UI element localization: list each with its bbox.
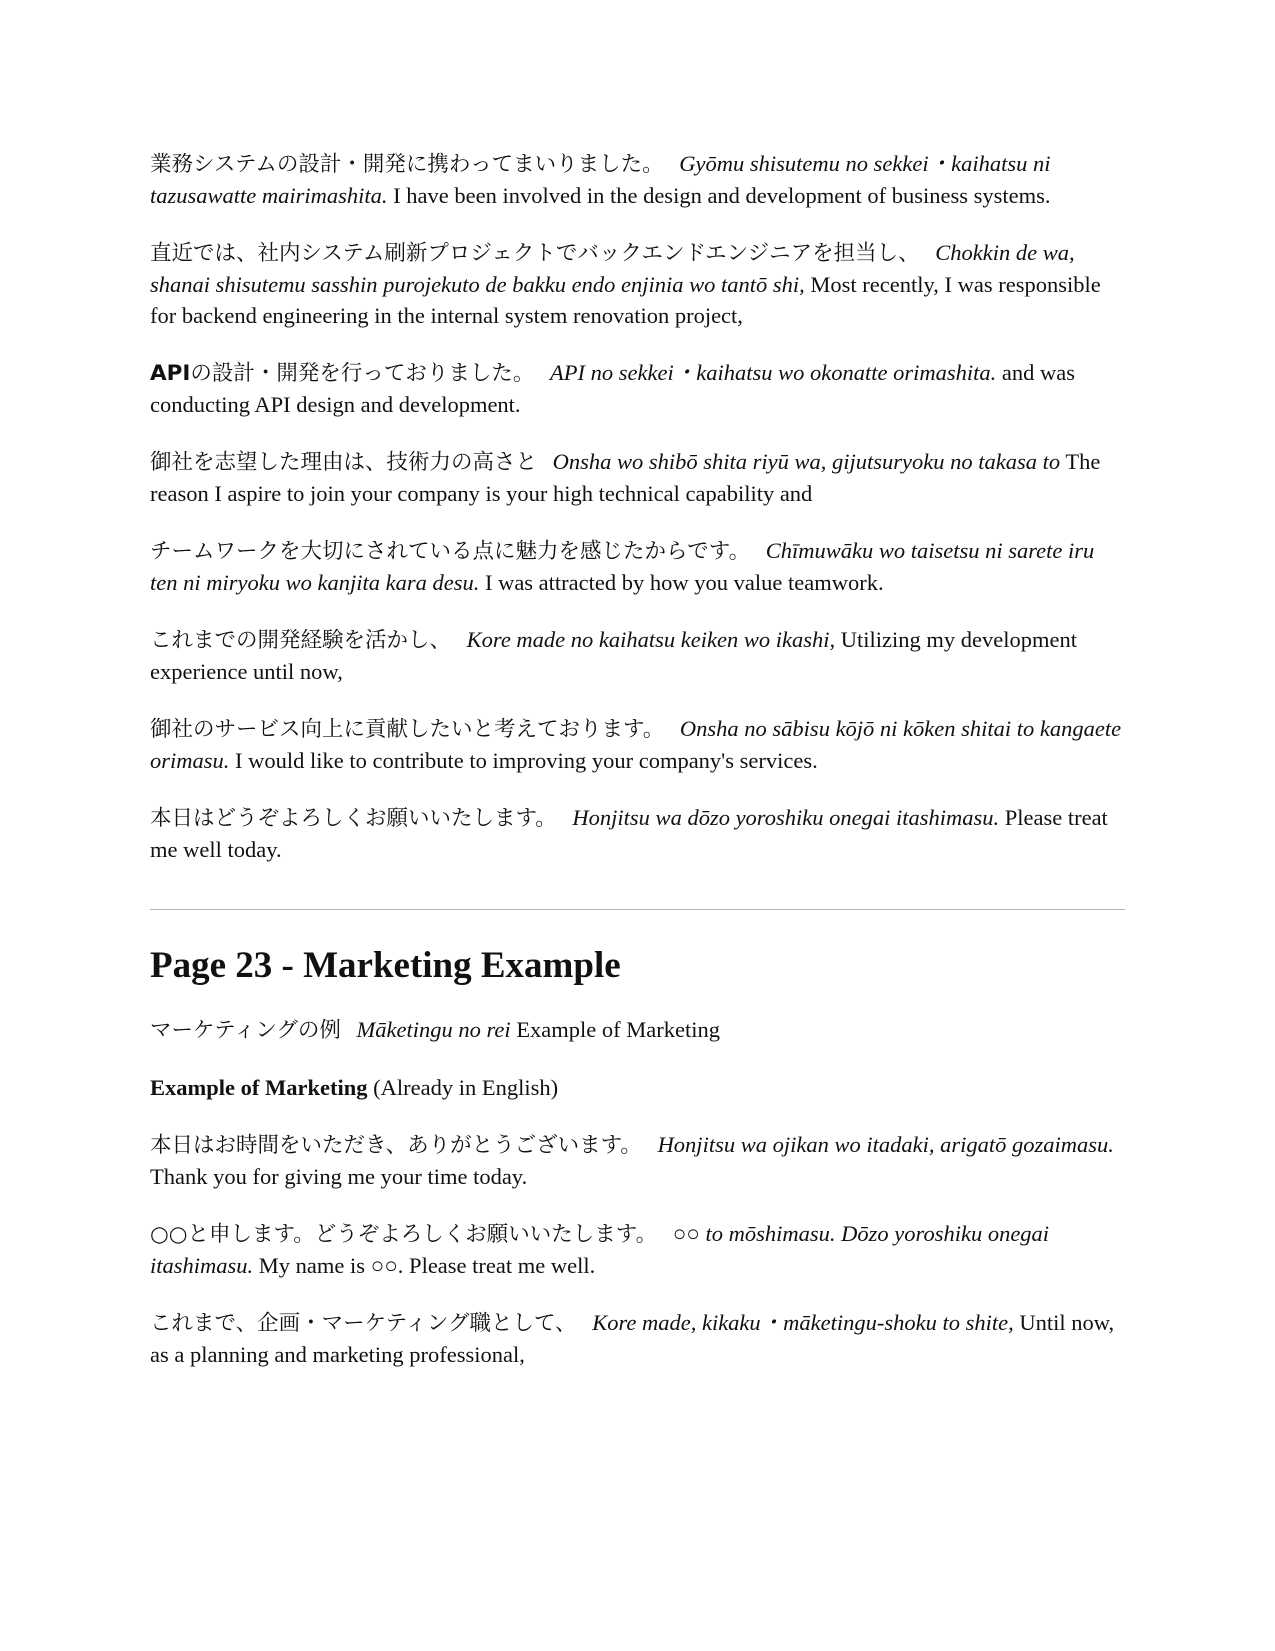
paragraph-closing [150,802,1125,865]
romaji-text: Chīmuwāku wo taisetsu ni sarete iru ten ni miryoku wo kanjita kara desu. [150,538,1095,595]
english-heading-note: (Already in English) [373,1075,559,1100]
english-text: The reason I aspire to join your company is your high technical capability and [150,449,1101,506]
english-text: I have been involved in the design and development of business systems. [393,183,1051,208]
paragraph-name-intro [150,1218,1125,1281]
api-prefix: API [150,361,191,386]
japanese-text: 本日はお時間をいただき、ありがとうございます。 [150,1133,642,1158]
paragraph-contribute [150,713,1125,776]
romaji-text: Chokkin de wa, shanai shisutemu sasshin purojekuto de bakku endo enjinia wo tantō shi, [150,240,1075,297]
document-page [150,148,1125,1396]
section-divider [150,909,1125,910]
english-text: Until now, as a planning and marketing professional, [150,1310,1115,1367]
japanese-text: 本日はどうぞよろしくお願いいたします。 [150,806,557,831]
romaji-text: Onsha no sābisu kōjō ni kōken shitai to kangaete orimasu. [150,716,1122,773]
paragraph-reason-aspire [150,446,1125,509]
paragraph-experience [150,624,1125,687]
romaji-text: ○○ to mōshimasu. Dōzo yoroshiku onegai itashimasu. [150,1221,1050,1278]
english-text: Utilizing my development experience until now, [150,627,1077,684]
japanese-text: 直近では、社内システム刷新プロジェクトでバックエンドエンジニアを担当し、 [150,241,920,266]
english-heading-bold: Example of Marketing [150,1075,368,1100]
english-text: and was conducting API design and development. [150,360,1075,417]
paragraph-design-development [150,148,1125,211]
paragraph-teamwork [150,535,1125,598]
japanese-text: 御社のサービス向上に貢献したいと考えております。 [150,717,665,742]
english-text: Thank you for giving me your time today. [150,1164,528,1189]
paragraph-thank-you [150,1129,1125,1192]
japanese-text: マーケティングの例 [150,1018,341,1043]
japanese-text [150,361,534,386]
romaji-text: Kore made no kaihatsu keiken wo ikashi, [466,627,836,652]
english-text: I was attracted by how you value teamwork. [484,570,884,595]
section-title: Page 23 - Marketing Example [150,945,621,986]
japanese-text-rest: の設計・開発を行っておりました。 [190,361,535,386]
english-text: Example of Marketing [516,1017,720,1042]
romaji-text: Honjitsu wa ojikan wo itadaki, arigatō gozaimasu. [657,1132,1114,1157]
paragraph-backend-engineer [150,237,1125,331]
japanese-text: 業務システムの設計・開発に携わってまいりました。 [150,152,664,177]
english-text: I would like to contribute to improving your company's services. [235,748,818,773]
romaji-text: Onsha wo shibō shita riyū wa, gijutsuryoku no takasa to [552,449,1061,474]
paragraph-planning-marketing [150,1307,1125,1370]
paragraph-english-heading [150,1072,1125,1103]
english-text: My name is ○○. Please treat me well. [258,1253,596,1278]
romaji-text: API no sekkei・kaihatsu wo okonatte orimashita. [550,360,997,385]
japanese-text: 御社を志望した理由は、技術力の高さと [150,450,538,475]
english-text: Most recently, I was responsible for backend engineering in the internal system renovation project, [150,272,1101,328]
romaji-text: Gyōmu shisutemu no sekkei・kaihatsu ni tazusawatte mairimashita. [150,151,1051,208]
japanese-text: ○○と申します。どうぞよろしくお願いいたします。 [150,1222,658,1247]
romaji-text: Kore made, kikaku・māketingu-shoku to shite, [592,1310,1014,1335]
japanese-text: これまで、企画・マーケティング職として、 [150,1311,577,1336]
paragraph-api-design [150,357,1125,420]
romaji-text: Honjitsu wa dōzo yoroshiku onegai itashimasu. [572,805,1000,830]
english-text: Please treat me well today. [150,805,1108,862]
japanese-text: これまでの開発経験を活かし、 [150,628,452,653]
paragraph-marketing-intro [150,1014,1125,1046]
japanese-text: チームワークを大切にされている点に魅力を感じたからです。 [150,539,751,564]
romaji-text: Māketingu no rei [356,1017,511,1042]
